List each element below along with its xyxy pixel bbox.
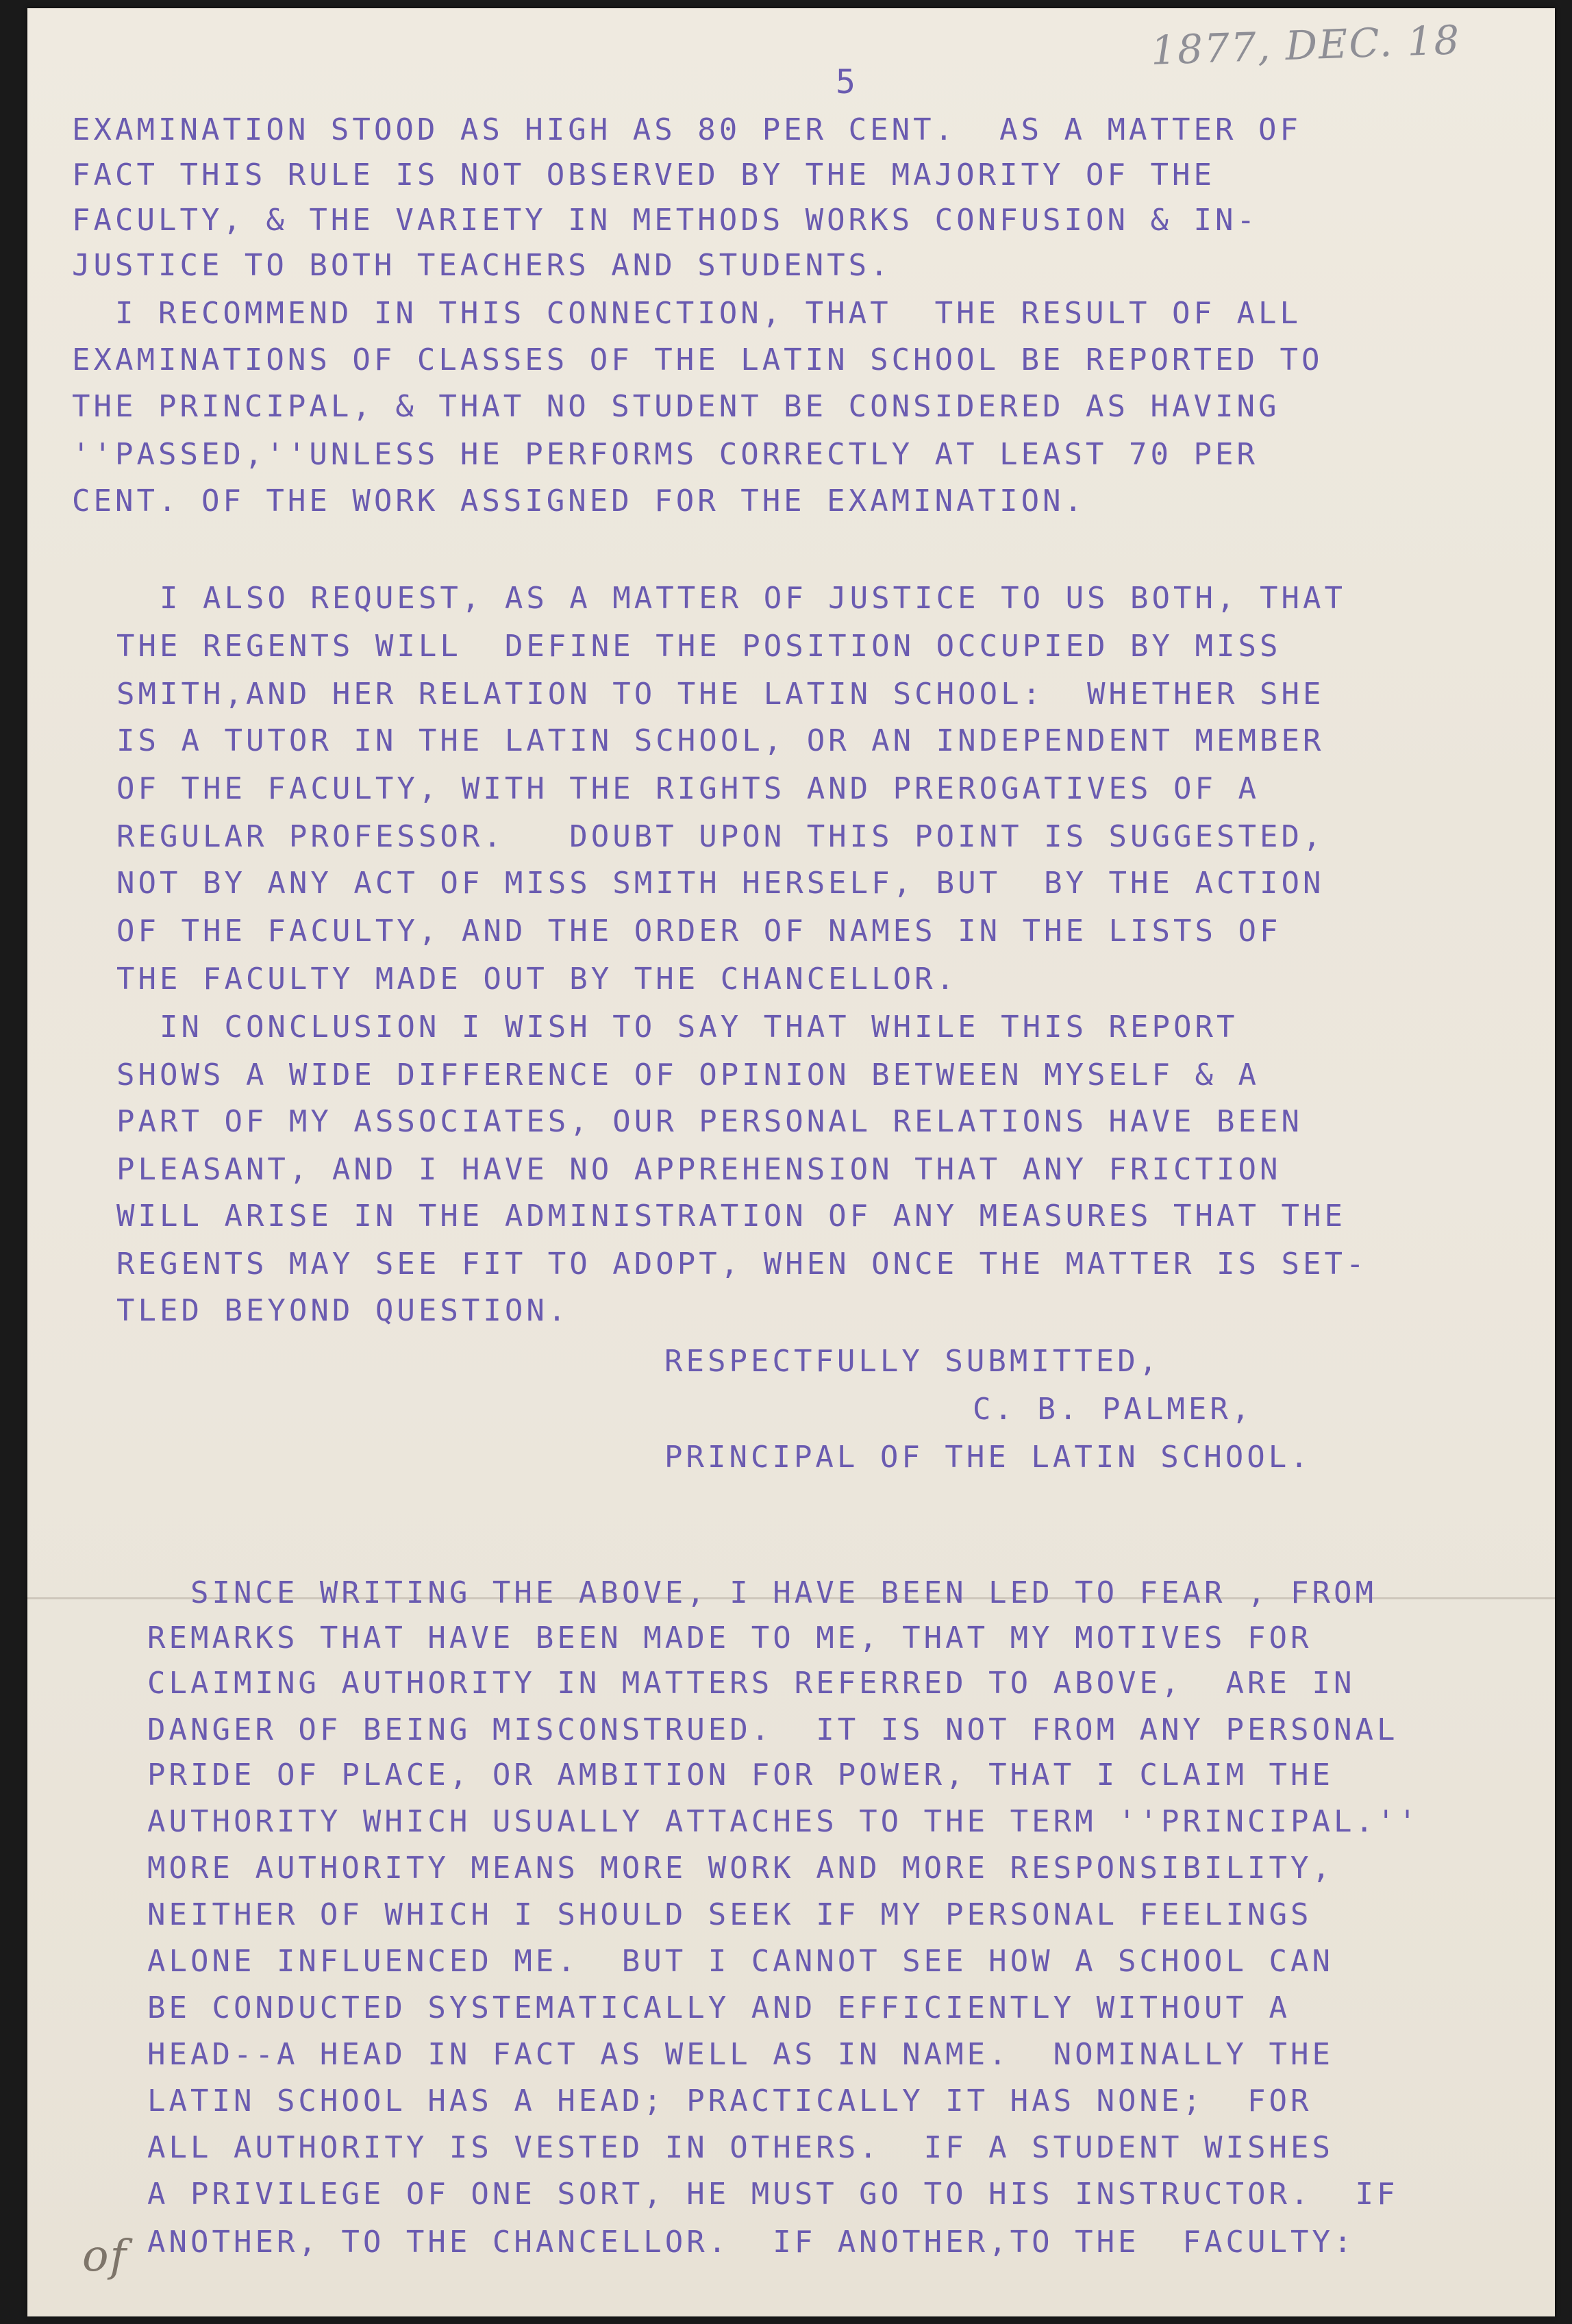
text-line: FACT THIS RULE IS NOT OBSERVED BY THE MAJORITY OF THE bbox=[72, 158, 1215, 192]
text-line: TLED BEYOND QUESTION. bbox=[116, 1293, 570, 1328]
text-line: OF THE FACULTY, WITH THE RIGHTS AND PREROGATIVES OF A bbox=[116, 771, 1260, 806]
text-line: PRIDE OF PLACE, OR AMBITION FOR POWER, THAT I CLAIM THE bbox=[147, 1758, 1334, 1792]
text-line: IS A TUTOR IN THE LATIN SCHOOL, OR AN INDEPENDENT MEMBER bbox=[116, 723, 1325, 758]
text-line: OF THE FACULTY, AND THE ORDER OF NAMES IN THE LISTS OF bbox=[116, 914, 1282, 949]
text-line: REGENTS MAY SEE FIT TO ADOPT, WHEN ONCE THE MATTER IS SET- bbox=[116, 1247, 1368, 1282]
text-line: SHOWS A WIDE DIFFERENCE OF OPINION BETWEEN MYSELF & A bbox=[116, 1058, 1260, 1092]
text-line: I ALSO REQUEST, AS A MATTER OF JUSTICE TO US BOTH, THAT bbox=[116, 581, 1346, 616]
text-line: NOT BY ANY ACT OF MISS SMITH HERSELF, BUT BY THE ACTION bbox=[116, 866, 1325, 901]
text-line: A PRIVILEGE OF ONE SORT, HE MUST GO TO HIS INSTRUCTOR. IF bbox=[147, 2177, 1399, 2212]
text-line: NEITHER OF WHICH I SHOULD SEEK IF MY PERSONAL FEELINGS bbox=[147, 1897, 1312, 1932]
signature-name: C. B. PALMER, bbox=[973, 1392, 1253, 1427]
text-line: BE CONDUCTED SYSTEMATICALLY AND EFFICIENTLY WITHOUT A bbox=[147, 1990, 1290, 2025]
text-line: FACULTY, & THE VARIETY IN METHODS WORKS CONFUSION & IN- bbox=[72, 203, 1258, 238]
text-line: I RECOMMEND IN THIS CONNECTION, THAT THE RESULT OF ALL bbox=[72, 296, 1301, 331]
text-line: REMARKS THAT HAVE BEEN MADE TO ME, THAT MY MOTIVES FOR bbox=[147, 1621, 1312, 1655]
typed-text-body bbox=[27, 8, 1555, 2316]
text-line: CENT. OF THE WORK ASSIGNED FOR THE EXAMINATION. bbox=[72, 484, 1086, 518]
text-line: DANGER OF BEING MISCONSTRUED. IT IS NOT FROM ANY PERSONAL bbox=[147, 1712, 1399, 1747]
text-line: EXAMINATION STOOD AS HIGH AS 80 PER CENT. AS A MATTER OF bbox=[72, 112, 1301, 147]
text-line: ALL AUTHORITY IS VESTED IN OTHERS. IF A STUDENT WISHES bbox=[147, 2130, 1334, 2165]
text-line: EXAMINATIONS OF CLASSES OF THE LATIN SCHOOL BE REPORTED TO bbox=[72, 342, 1323, 377]
text-line: ANOTHER, TO THE CHANCELLOR. IF ANOTHER,TO THE FACULTY: bbox=[147, 2225, 1356, 2260]
handwritten-date: 1877, DEC. 18 bbox=[1149, 16, 1462, 74]
text-line: ''PASSED,''UNLESS HE PERFORMS CORRECTLY AT LEAST 70 PER bbox=[72, 437, 1258, 472]
text-line: CLAIMING AUTHORITY IN MATTERS REFERRED TO ABOVE, ARE IN bbox=[147, 1666, 1356, 1701]
margin-annotation: of bbox=[82, 2231, 128, 2282]
text-line: PLEASANT, AND I HAVE NO APPREHENSION THAT ANY FRICTION bbox=[116, 1152, 1282, 1187]
text-line: THE FACULTY MADE OUT BY THE CHANCELLOR. bbox=[116, 962, 958, 997]
text-line: SINCE WRITING THE ABOVE, I HAVE BEEN LED TO FEAR , FROM bbox=[147, 1575, 1377, 1610]
text-line: HEAD--A HEAD IN FACT AS WELL AS IN NAME. NOMINALLY THE bbox=[147, 2037, 1334, 2072]
text-line: LATIN SCHOOL HAS A HEAD; PRACTICALLY IT HAS NONE; FOR bbox=[147, 2084, 1312, 2119]
text-line: WILL ARISE IN THE ADMINISTRATION OF ANY MEASURES THAT THE bbox=[116, 1199, 1346, 1234]
text-line: PART OF MY ASSOCIATES, OUR PERSONAL RELATIONS HAVE BEEN bbox=[116, 1104, 1303, 1139]
text-line: AUTHORITY WHICH USUALLY ATTACHES TO THE TERM ''PRINCIPAL.'' bbox=[147, 1804, 1420, 1839]
text-line: JUSTICE TO BOTH TEACHERS AND STUDENTS. bbox=[72, 248, 892, 283]
text-line: MORE AUTHORITY MEANS MORE WORK AND MORE RESPONSIBILITY, bbox=[147, 1851, 1334, 1886]
signature-closing: RESPECTFULLY SUBMITTED, bbox=[664, 1344, 1161, 1379]
text-line: REGULAR PROFESSOR. DOUBT UPON THIS POINT IS SUGGESTED, bbox=[116, 819, 1325, 854]
page-number: 5 bbox=[836, 63, 856, 101]
text-line: IN CONCLUSION I WISH TO SAY THAT WHILE THIS REPORT bbox=[116, 1010, 1238, 1045]
signature-title: PRINCIPAL OF THE LATIN SCHOOL. bbox=[664, 1440, 1312, 1475]
text-line: THE PRINCIPAL, & THAT NO STUDENT BE CONSIDERED AS HAVING bbox=[72, 389, 1280, 424]
document-page bbox=[27, 8, 1555, 2316]
text-line: THE REGENTS WILL DEFINE THE POSITION OCCUPIED BY MISS bbox=[116, 629, 1282, 664]
text-line: ALONE INFLUENCED ME. BUT I CANNOT SEE HOW A SCHOOL CAN bbox=[147, 1944, 1334, 1979]
text-line: SMITH,AND HER RELATION TO THE LATIN SCHOOL: WHETHER SHE bbox=[116, 677, 1325, 712]
